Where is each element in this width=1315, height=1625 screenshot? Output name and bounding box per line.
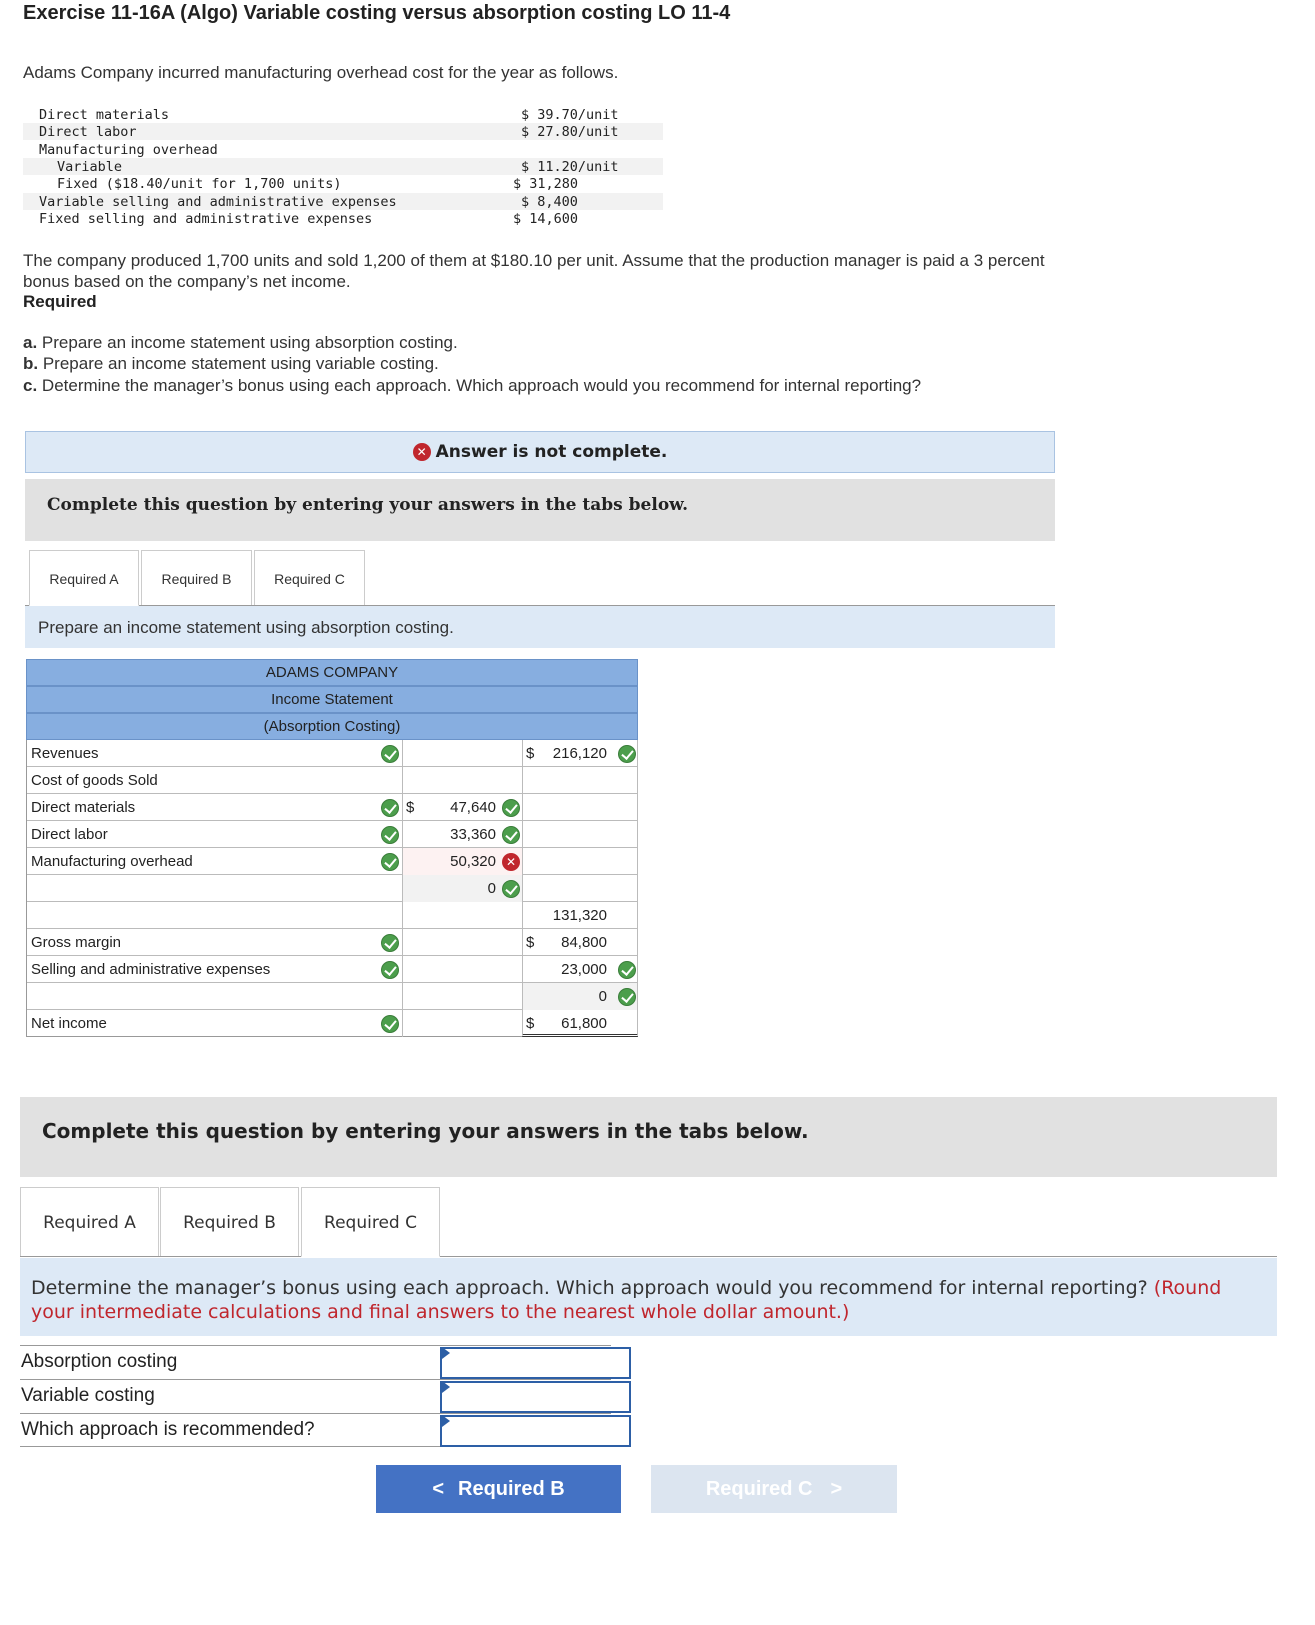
net-income-label[interactable]: Net income [26, 1010, 402, 1037]
correct-icon [381, 745, 399, 763]
prev-required-b-button[interactable] [376, 1465, 621, 1513]
fixed-sga-amount: $ 14,600 [513, 211, 579, 227]
absorption-bonus-input[interactable] [440, 1347, 631, 1379]
correct-icon [381, 799, 399, 817]
error-icon: ✕ [413, 443, 431, 461]
cogs-label: Cost of goods Sold [26, 767, 402, 794]
blank-row-2 [26, 983, 638, 1010]
sga-row [26, 956, 638, 983]
section-c-instruction-panel [20, 1258, 1277, 1336]
req-c-item [23, 376, 921, 396]
var-sga-amount: $ 8,400 [521, 194, 578, 210]
revenues-value[interactable]: 216,120 [522, 740, 638, 767]
moh-stmt-label[interactable]: Manufacturing overhead [26, 848, 402, 875]
dl-label: Direct labor [39, 124, 137, 140]
gross-margin-value[interactable]: 84,800 [522, 929, 638, 956]
cogs-total-label[interactable] [26, 902, 402, 929]
gross-margin-row [26, 929, 638, 956]
complete-prompt-panel-2 [20, 1097, 1277, 1177]
correct-icon [502, 826, 520, 844]
dm-row [26, 794, 638, 821]
dm-label: Direct materials [39, 107, 170, 123]
dm-currency: $ [406, 799, 415, 816]
variable-bonus-input[interactable] [440, 1381, 631, 1413]
req-a-letter: a. [23, 333, 38, 352]
correct-icon [502, 880, 520, 898]
correct-icon [381, 934, 399, 952]
tab-required-b[interactable]: Required B [141, 550, 252, 606]
variable-label: Variable costing [21, 1385, 155, 1406]
absorption-label: Absorption costing [21, 1351, 178, 1372]
statement-subtitle: (Absorption Costing) [26, 713, 638, 740]
blank-value[interactable]: 0 [402, 875, 522, 902]
fixed-amount: $ 31,280 [513, 176, 579, 192]
required-heading: Required [23, 292, 97, 311]
section-a-instruction: Prepare an income statement using absorption costing. [38, 618, 454, 637]
gross-margin-currency: $ [526, 934, 535, 951]
complete-prompt-text-2: Complete this question by entering your answers in the tabs below. [42, 1119, 809, 1143]
tab-required-c[interactable]: Required C [254, 550, 365, 606]
sga-value[interactable]: 23,000 [522, 956, 638, 983]
var-sga-label: Variable selling and administrative expenses [39, 194, 397, 210]
fixed-label: Fixed ($18.40/unit for 1,700 units) [57, 176, 342, 192]
blank2-label[interactable] [26, 983, 402, 1010]
recommended-label: Which approach is recommended? [21, 1419, 315, 1440]
scenario-line-2: bonus based on the company’s net income. [23, 272, 351, 291]
gross-margin-label[interactable]: Gross margin [26, 929, 402, 956]
blank-row [26, 875, 638, 902]
tab2-required-b[interactable]: Required B [160, 1187, 299, 1257]
dl-stmt-label[interactable]: Direct labor [26, 821, 402, 848]
req-b-text: Prepare an income statement using variable costing. [38, 354, 439, 373]
prev-button-label: Required B [458, 1478, 565, 1500]
req-b-letter: b. [23, 354, 39, 373]
next-required-c-button[interactable] [651, 1465, 897, 1513]
tab-required-a[interactable]: Required A [29, 550, 139, 606]
moh-stmt-value[interactable]: 50,320 [402, 848, 522, 875]
bonus-row-absorption [20, 1345, 611, 1379]
req-a-item [23, 333, 458, 353]
fixed-sga-label: Fixed selling and administrative expenses [39, 211, 373, 227]
complete-prompt-panel [25, 479, 1055, 541]
cogs-row [26, 767, 638, 794]
net-income-currency: $ [526, 1015, 535, 1032]
bonus-row-variable [20, 1379, 611, 1413]
correct-icon [381, 826, 399, 844]
complete-prompt-text: Complete this question by entering your answers in the tabs below. [47, 495, 688, 515]
cogs-total-row [26, 902, 638, 929]
chevron-right-icon: > [830, 1478, 843, 1500]
net-income-row [26, 1010, 638, 1037]
correct-icon [618, 961, 636, 979]
dm-rate: $ 39.70/unit [521, 107, 619, 123]
scenario-line-1: The company produced 1,700 units and sold 1,200 of them at $180.10 per unit. Assume that the production manager is paid a 3 percent [23, 251, 1045, 270]
moh-row [26, 848, 638, 875]
dm-stmt-label[interactable]: Direct materials [26, 794, 402, 821]
section-a-instruction-panel [25, 606, 1055, 648]
company-name: ADAMS COMPANY [26, 659, 638, 686]
revenues-col2[interactable] [402, 740, 522, 767]
chevron-left-icon: < [432, 1478, 444, 1500]
rounding-note: (Round your intermediate calculations and final answers to the nearest whole dollar amount.) [31, 1277, 1222, 1323]
blank-label[interactable] [26, 875, 402, 902]
next-button-label: Required C [705, 1478, 813, 1500]
blank2-value[interactable]: 0 [522, 983, 638, 1010]
intro-text: Adams Company incurred manufacturing overhead cost for the year as follows. [23, 63, 619, 82]
dl-stmt-value[interactable]: 33,360 [402, 821, 522, 848]
cogs-total-value[interactable]: 131,320 [522, 902, 638, 929]
tab2-required-a[interactable]: Required A [20, 1187, 159, 1257]
moh-label: Manufacturing overhead [39, 142, 218, 158]
statement-title: Income Statement [26, 686, 638, 713]
sga-label[interactable]: Selling and administrative expenses [26, 956, 402, 983]
net-income-value[interactable]: 61,800 [522, 1010, 638, 1037]
tab2-required-c[interactable]: Required C [301, 1187, 440, 1257]
incorrect-icon: ✕ [502, 853, 520, 871]
dm-stmt-value[interactable]: 47,640 [402, 794, 522, 821]
correct-icon [618, 988, 636, 1006]
correct-icon [381, 1015, 399, 1033]
dl-rate: $ 27.80/unit [521, 124, 619, 140]
correct-icon [502, 799, 520, 817]
correct-icon [618, 745, 636, 763]
dl-row [26, 821, 638, 848]
variable-label: Variable [57, 159, 123, 175]
req-c-letter: c. [23, 376, 38, 395]
section-c-instruction: Determine the manager’s bonus using each approach. Which approach would you recommend for internal reporting? [31, 1277, 1154, 1299]
revenues-row [26, 740, 638, 767]
recommended-approach-select[interactable] [440, 1415, 631, 1447]
revenues-currency: $ [526, 745, 535, 762]
exercise-title: Exercise 11-16A (Algo) Variable costing versus absorption costing LO 11-4 [23, 2, 731, 24]
variable-rate: $ 11.20/unit [521, 159, 619, 175]
correct-icon [381, 961, 399, 979]
answer-status-text: Answer is not complete. [435, 442, 668, 462]
revenues-label[interactable]: Revenues [26, 740, 402, 767]
answer-status-banner [25, 431, 1055, 473]
correct-icon [381, 853, 399, 871]
bonus-row-recommended [20, 1413, 611, 1447]
req-c-text: Determine the manager’s bonus using each approach. Which approach would you recommend for internal reporting? [37, 376, 922, 395]
req-b-item [23, 354, 439, 374]
req-a-text: Prepare an income statement using absorption costing. [37, 333, 458, 352]
